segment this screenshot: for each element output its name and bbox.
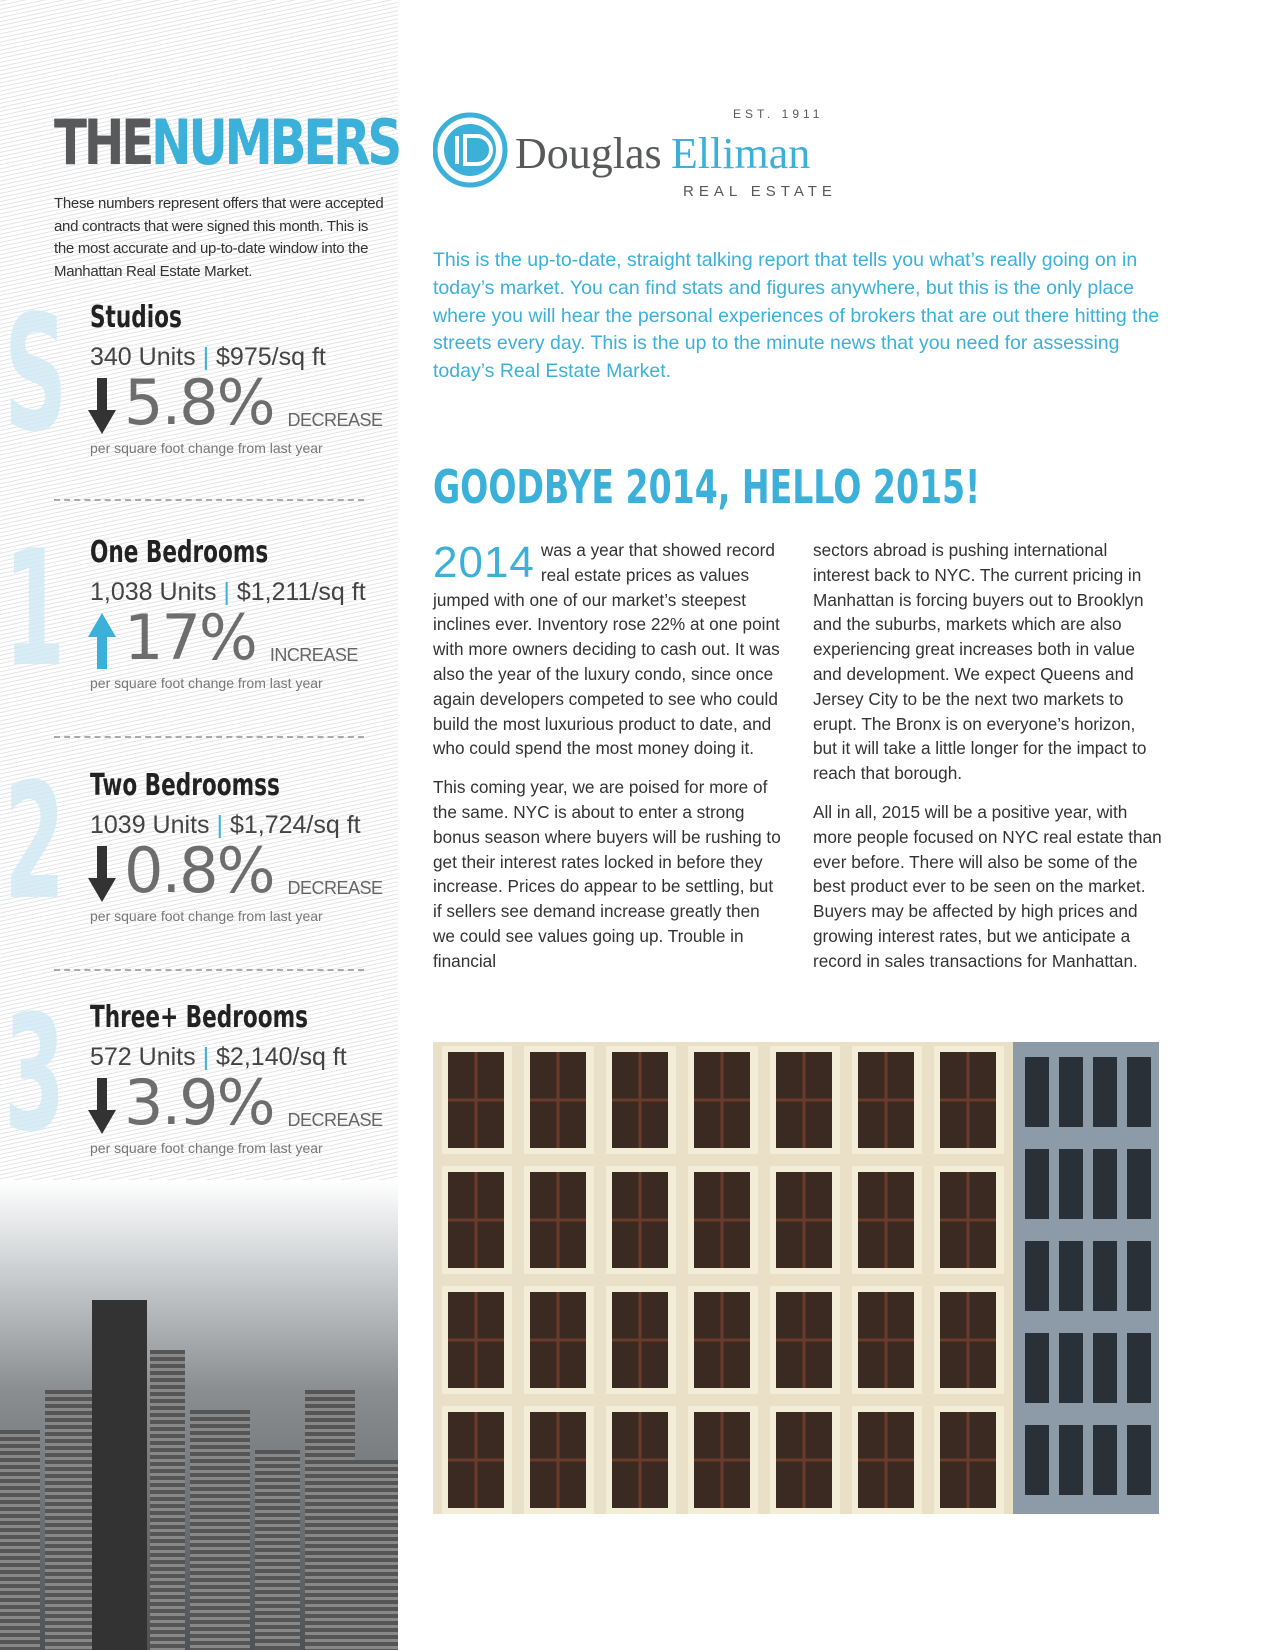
change-direction: DECREASE [287,410,383,430]
title-numbers: NUMBERS [151,106,400,179]
percent-change: 5.8% [124,366,274,439]
percent-change: 0.8% [124,834,274,907]
logo-tag: REAL ESTATE [683,183,837,200]
units: 572 Units [90,1043,196,1071]
city-skyline-image [0,1180,398,1650]
logo-elliman: Elliman [671,129,811,178]
paragraph: All in all, 2015 will be a positive year, with more people focused on NYC real estate than ever before. There will also be some of the best product ever to be seen on the market. Buyers may be affected by high prices and growing interest rates, but we anticipate a record in sales transactions for Manhattan. [813,801,1162,971]
change-direction: DECREASE [287,1110,383,1130]
stat-caption: per square foot change from last year [90,675,323,691]
stat-block [0,280,398,490]
douglas-elliman-logo [433,106,863,202]
separator: | [202,1043,210,1071]
stat-name: One Bedrooms [90,535,269,570]
percent-change: 3.9% [124,1066,274,1139]
arrow-up-icon [88,613,116,669]
lead-paragraph: This is the up-to-date, straight talking report that tells you what’s really going on in today’s market. You can find stats and figures anywhere, but this is the only place where you will hear the personal experiences of brokers that are out there hitting the streets every day. This is the up to the minute news that you need for assessing today’s Real Estate Market. [433,249,1160,383]
article-column-2 [813,538,1163,988]
stat-block [0,980,398,1190]
sidebar-intro: These numbers represent offers that were accepted and contracts that were signed this month. This is the most accurate and up-to-date window into the Manhattan Real Estate Market. [54,195,384,280]
percent-change: 17% [124,601,256,674]
building-facade-photo [433,1042,1159,1514]
arrow-down-icon [88,378,116,434]
sidebar-panel [0,0,398,1650]
divider [54,969,364,971]
stat-caption: per square foot change from last year [90,440,323,456]
arrow-down-icon [88,846,116,902]
background-numeral: 3 [4,980,66,1167]
logo-douglas: Douglas [515,129,662,178]
drop-year: 2014 [433,538,535,587]
separator: | [216,811,223,839]
separator: | [223,578,230,606]
background-numeral: 1 [4,515,66,702]
title-the: THE [54,106,152,179]
background-numeral: S [4,280,68,467]
price: $1,211/sq ft [236,578,366,606]
paragraph: This coming year, we are poised for more of the same. NYC is about to enter a strong bonus season where buyers will be rushing to get their interest rates locked in before they increase. Prices do appear to be settling, but if sellers see demand increase greatly then we could see values going up. Trouble in financial [433,777,781,971]
price: $2,140/sq ft [216,1043,347,1071]
logo-est: EST. 1911 [733,107,824,121]
divider [54,499,364,501]
stat-name: Studios [90,300,182,335]
stat-name: Three+ Bedrooms [90,1000,308,1035]
stat-block [0,515,398,725]
change-direction: INCREASE [269,645,358,665]
paragraph: was a year that showed record real estate prices as values jumped with one of our market’s steepest inclines ever. Inventory rose 22% at one point with more owners deciding to cash out. It was also the year of the luxury condo, since once again developers competed to see who could build the most luxurious product to date, and who could spend the most money doing it. [433,540,780,759]
units: 1,038 Units [90,578,217,606]
separator: | [202,343,210,371]
price: $1,724/sq ft [229,811,361,839]
units: 340 Units [90,343,196,371]
percent-row [124,601,358,674]
change-direction: DECREASE [287,878,383,898]
stat-caption: per square foot change from last year [90,1140,323,1156]
article-headline: GOODBYE 2014, HELLO 2015! [433,460,981,514]
units: 1039 Units [90,811,210,839]
stat-caption: per square foot change from last year [90,908,323,924]
stat-block [0,748,398,958]
paragraph: sectors abroad is pushing international interest back to NYC. The current pricing in Manhattan is forcing buyers out to Brooklyn and the suburbs, markets which are also experiencing great increases both in value and development. We expect Queens and Jersey City to be the next two markets to erupt. The Bronx is on everyone’s horizon, but it will take a little longer for the impact to reach that borough. [813,540,1147,784]
sidebar-title [54,106,400,179]
background-numeral: 2 [4,748,66,935]
percent-row [124,834,383,907]
percent-row [124,366,383,439]
divider [54,736,364,738]
price: $975/sq ft [216,343,326,371]
arrow-down-icon [88,1078,116,1134]
stat-name: Two Bedroomss [90,768,280,803]
percent-row [124,1066,383,1139]
article-column-1 [433,538,783,988]
